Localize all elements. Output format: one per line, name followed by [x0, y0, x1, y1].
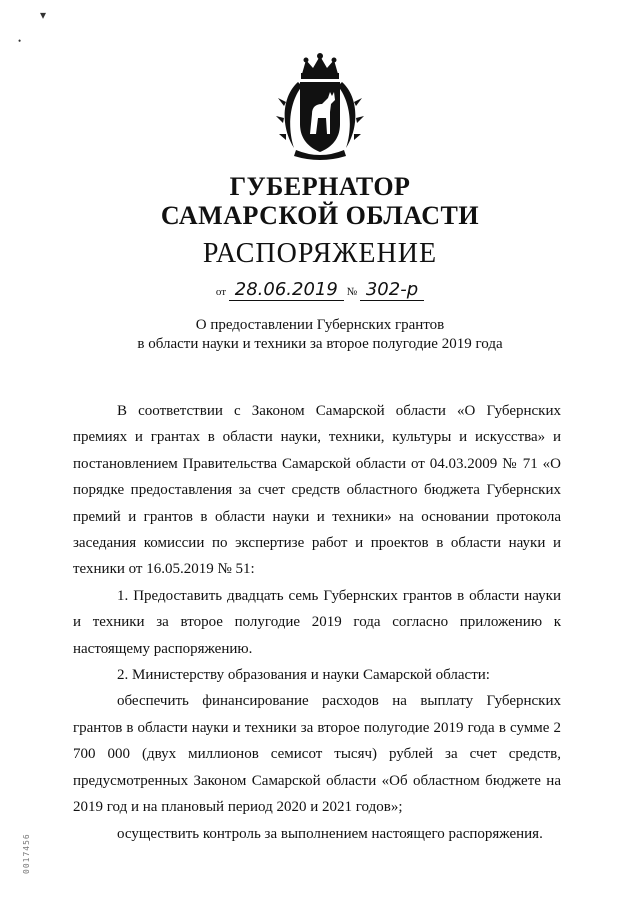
subject-line-1: О предоставлении Губернских грантов — [195, 317, 445, 333]
subject-line-2: в области науки и техники за второе полугодие 2019 года — [137, 336, 503, 352]
issuer-region: САМАРСКОЙ ОБЛАСТИ — [160, 201, 480, 230]
scan-speck-mark: • — [18, 36, 22, 46]
handwritten-number: 302-р — [360, 280, 424, 301]
margin-stamp: 0017456 — [22, 833, 31, 874]
handwritten-date: 28.06.2019 — [229, 280, 344, 301]
issuer-title: ГУБЕРНАТОР — [229, 172, 411, 201]
samara-coat-of-arms-icon — [276, 52, 364, 162]
document-body — [73, 398, 561, 847]
item-1-paragraph: 1. Предоставить двадцать семь Губернских грантов в области науки и техники за второе полугодие 2019 года согласно приложению к настоящему распоряжению. — [73, 587, 561, 657]
date-number-line — [0, 280, 640, 301]
document-subject — [0, 316, 640, 354]
date-prefix: от — [215, 286, 227, 298]
preamble-paragraph: В соответствии с Законом Самарской области «О Губернских премиях и грантах в области науки, техники, культуры и искусства» и постановлением Правительства Самарской области от 04.03.2009 № 71 «О порядке предоставления за счет средств областного бюджета Губернских премий и грантов в области науки и техники» на основании протокола заседания комиссии по экспертизе работ и проектов в области науки и техники от 16.05.2019 № 51: — [73, 403, 561, 578]
item-2b-paragraph: осуществить контроль за выполнением настоящего распоряжения. — [117, 825, 543, 842]
item-2a-paragraph: обеспечить финансирование расходов на выплату Губернских грантов в области науки и техники за второе полугодие 2019 года в сумме 2 700 000 (двух миллионов семисот тысяч) рублей за счет средств, предусмотренных Законом Самарской области «Об областном бюджете на 2019 год и на плановый период 2020 и 2021 годов»; — [73, 693, 561, 816]
number-sign: № — [346, 286, 358, 298]
scan-dot-mark: ▾ — [40, 8, 47, 22]
item-2-paragraph: 2. Министерству образования и науки Самарской области: — [117, 667, 490, 684]
document-type: РАСПОРЯЖЕНИЕ — [202, 238, 438, 269]
